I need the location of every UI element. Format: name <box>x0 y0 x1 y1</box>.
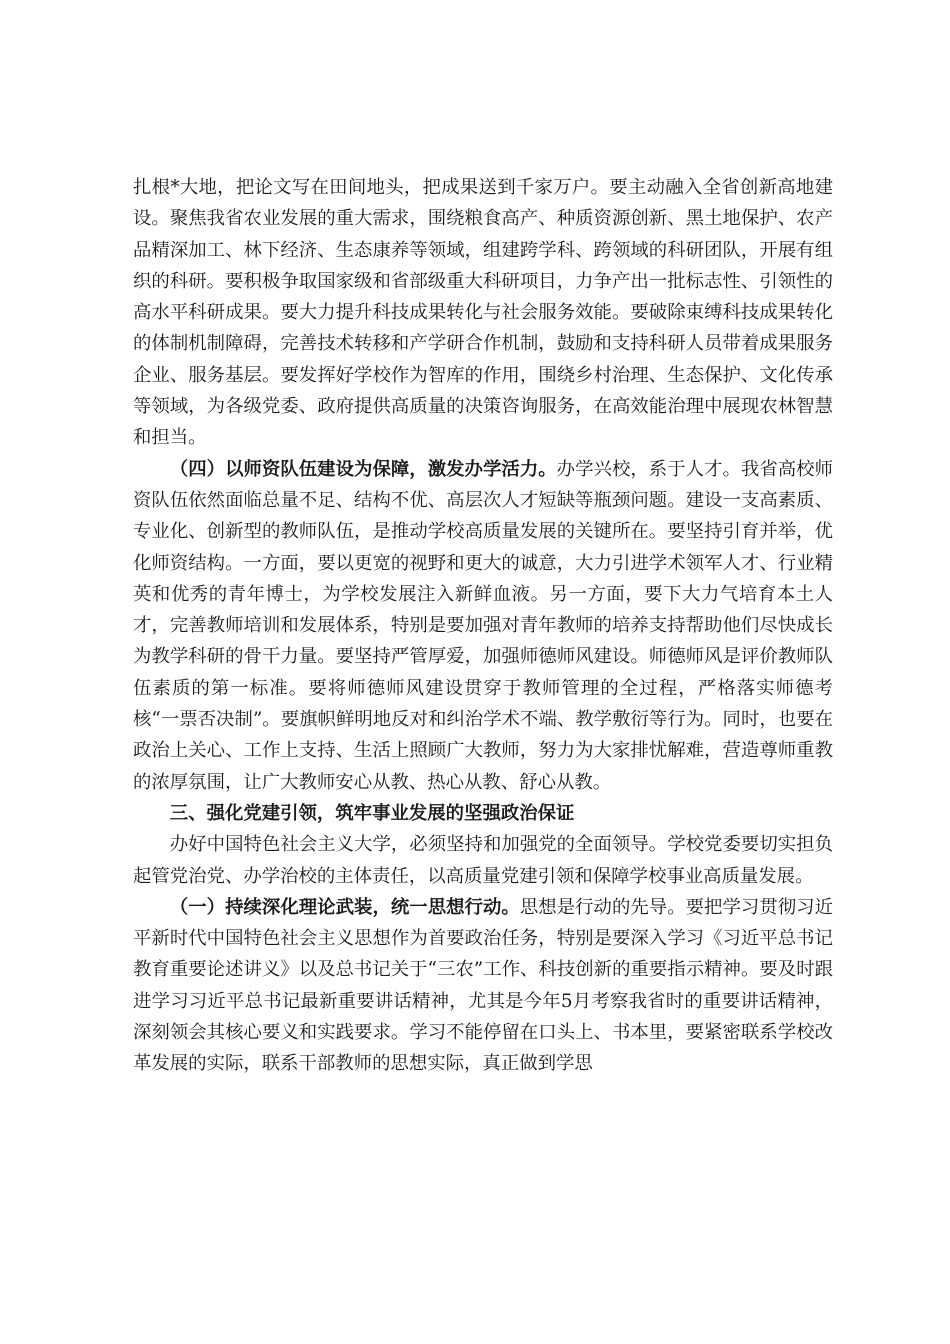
paragraph-faculty-building <box>133 454 833 798</box>
paragraph-text: 办学兴校，系于人才。我省高校师资队伍依然面临总量不足、结构不优、高层次人才短缺等瓶颈问题。建设一支高素质、专业化、创新型的教师队伍，是推动学校高质量发展的关键所在。要坚持引育并举，优化师资结构。一方面，要以更宽的视野和更大的诚意，大力引进学术领军人才、行业精英和优秀的青年博士，为学校发展注入新鲜血液。另一方面，要下大力气培育本土人才，完善教师培训和发展体系，特别是要加强对青年教师的培养支持帮助他们尽快成长为教学科研的骨干力量。要坚持严管厚爱，加强师德师风建设。师德师风是评价教师队伍素质的第一标准。要将师德师风建设贯穿于教师管理的全过程，严格落实师德考核“一票否决制”。要旗帜鲜明地反对和纠治学术不端、教学敷衍等行为。同时，也要在政治上关心、工作上支持、生活上照顾广大教师，努力为大家排忧解难，营造尊师重教的浓厚氛围，让广大教师安心从教、热心从教、舒心从教。 <box>133 458 833 793</box>
paragraph-research-continuation <box>133 172 833 454</box>
paragraph-text: 思想是行动的先导。要把学习贯彻习近平新时代中国特色社会主义思想作为首要政治任务，特别是要深入学习《习近平总书记教育重要论述讲义》以及总书记关于“三农”工作、科技创新的重要指示精神。要及时跟进学习习近平总书记最新重要讲话精神，尤其是今年5月考察我省时的重要讲话精神，深刻领会其核心要义和实践要求。学习不能停留在口头上、书本里，要紧密联系学校改革发展的实际，联系干部教师的思想实际，真正做到学思 <box>133 896 833 1075</box>
paragraph-theory-study <box>133 892 833 1080</box>
paragraph-lead: （四）以师资队伍建设为保障，激发办学活力。 <box>169 458 557 480</box>
paragraph-text: 办好中国特色社会主义大学，必须坚持和加强党的全面领导。学校党委要切实担负起管党治党、办学治校的主体责任，以高质量党建引领和保障学校事业高质量发展。 <box>133 834 833 887</box>
paragraph-text: 扎根*大地，把论文写在田间地头，把成果送到千家万户。要主动融入全省创新高地建设。聚焦我省农业发展的重大需求，围绕粮食高产、种质资源创新、黑土地保护、农产品精深加工、林下经济、生态康养等领域，组建跨学科、跨领域的科研团队，开展有组织的科研。要积极争取国家级和省部级重大科研项目，力争产出一批标志性、引领性的高水平科研成果。要大力提升科技成果转化与社会服务效能。要破除束缚科技成果转化的体制机制障碍，完善技术转移和产学研合作机制，鼓励和支持科研人员带着成果服务企业、服务基层。要发挥好学校作为智库的作用，围绕乡村治理、生态保护、文化传承等领域，为各级党委、政府提供高质量的决策咨询服务，在高效能治理中展现农林智慧和担当。 <box>133 177 833 449</box>
document-body <box>133 172 833 1080</box>
paragraph-party-leadership <box>133 829 833 892</box>
paragraph-lead: （一）持续深化理论武装，统一思想行动。 <box>169 896 520 918</box>
section-heading: 三、强化党建引领，筑牢事业发展的坚强政治保证 <box>169 802 575 824</box>
